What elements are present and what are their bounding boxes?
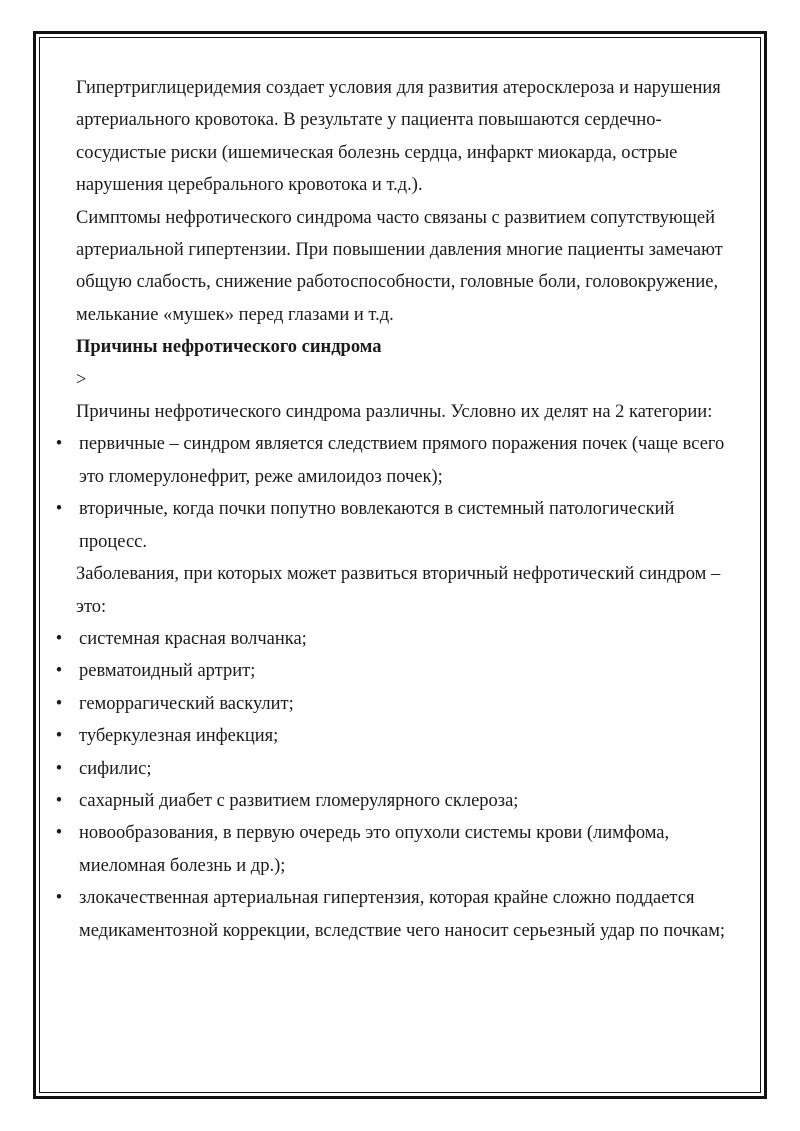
list-item: [55, 785, 736, 817]
list-item: [55, 720, 736, 752]
list-item-text: туберкулезная инфекция;: [79, 726, 279, 747]
list-item: [55, 688, 736, 720]
list-item-text: системная красная волчанка;: [79, 628, 307, 649]
bullet-icon: •: [55, 888, 63, 909]
bullet-icon: •: [55, 628, 63, 649]
bullet-icon: •: [55, 693, 63, 714]
list-item-text: ревматоидный артрит;: [79, 661, 256, 682]
document-body: [55, 72, 736, 947]
bullet-icon: •: [55, 726, 63, 747]
list-item: [55, 753, 736, 785]
list-item: [55, 882, 736, 947]
list-item-text: сифилис;: [79, 758, 152, 779]
list-item-text: злокачественная артериальная гипертензия, которая крайне сложно поддается медикаментозной коррекции, вследствие чего наносит серьезный удар по почкам;: [79, 888, 726, 941]
list-item-text: вторичные, когда почки попутно вовлекаются в системный патологический процесс.: [79, 499, 675, 552]
list-item: [55, 623, 736, 655]
paragraph-symptoms: Симптомы нефротического синдрома часто связаны с развитием сопутствующей артериальной гипертензии. При повышении давления многие пациенты замечают общую слабость, снижение работоспособности, головные боли, головокружение, мелькание «мушек» перед глазами и т.д.: [76, 207, 723, 325]
list-item: [55, 493, 736, 558]
causes-category-list: [55, 428, 736, 558]
list-item: [55, 655, 736, 687]
bullet-icon: •: [55, 499, 63, 520]
list-item: [55, 428, 736, 493]
bullet-icon: •: [55, 823, 63, 844]
list-item: [55, 817, 736, 882]
bullet-icon: •: [55, 758, 63, 779]
list-item-text: сахарный диабет с развитием гломерулярного склероза;: [79, 790, 519, 811]
section-heading-causes: Причины нефротического синдрома: [76, 337, 382, 358]
paragraph-causes-intro: Причины нефротического синдрома различны. Условно их делят на 2 категории:: [76, 402, 713, 423]
gt-mark: >: [76, 369, 87, 390]
list-item-text: первичные – синдром является следствием прямого поражения почек (чаще всего это гломерулонефрит, реже амилоидоз почек);: [79, 434, 725, 487]
secondary-diseases-list: [55, 623, 736, 947]
bullet-icon: •: [55, 661, 63, 682]
list-item-text: геморрагический васкулит;: [79, 693, 294, 714]
bullet-icon: •: [55, 434, 63, 455]
list-item-text: новообразования, в первую очередь это опухоли системы крови (лимфома, миеломная болезнь и др.);: [79, 823, 670, 876]
bullet-icon: •: [55, 790, 63, 811]
paragraph-hypertriglyceridemia: Гипертриглицеридемия создает условия для развития атеросклероза и нарушения артериального кровотока. В результате у пациента повышаются сердечно-сосудистые риски (ишемическая болезнь сердца, инфаркт миокарда, острые нарушения церебрального кровотока и т.д.).: [76, 78, 721, 196]
paragraph-secondary-diseases: Заболевания, при которых может развиться вторичный нефротический синдром – это:: [76, 564, 721, 617]
